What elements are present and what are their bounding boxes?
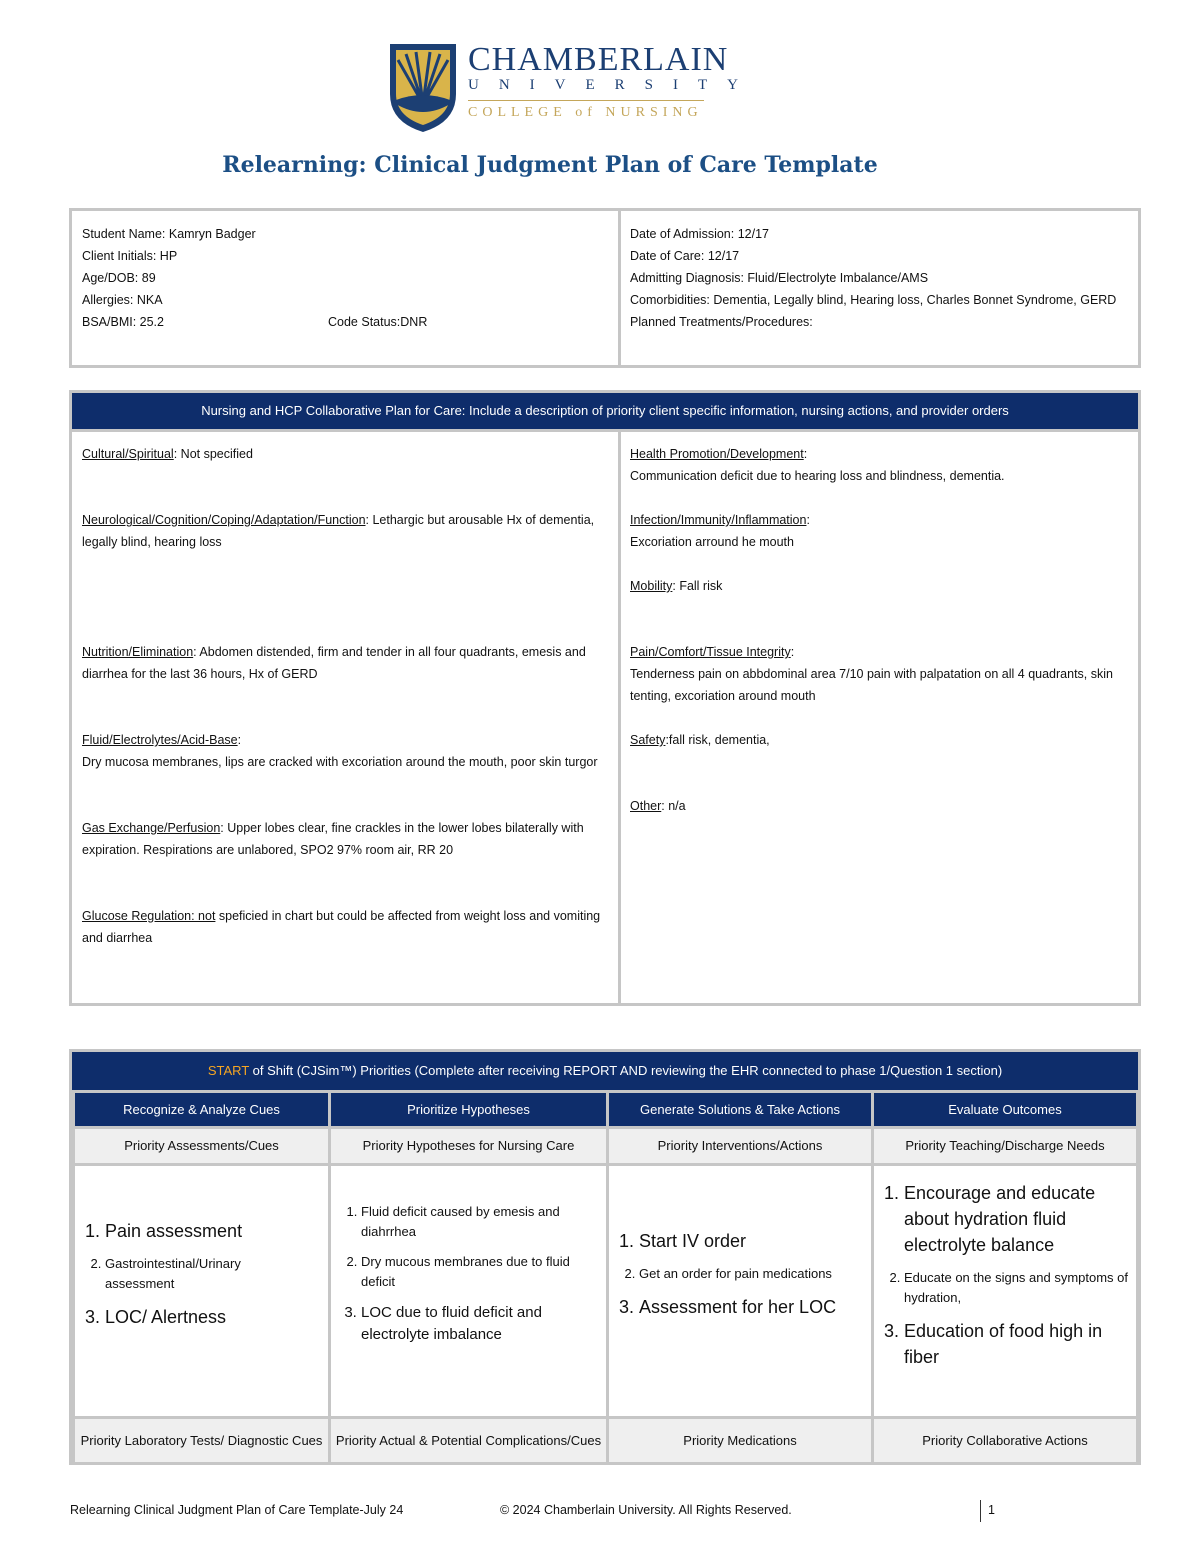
sub-header-teaching: Priority Teaching/Discharge Needs <box>874 1129 1136 1163</box>
mobility-section: Mobility: Fall risk <box>630 579 723 593</box>
bottom-header-medications: Priority Medications <box>609 1419 871 1462</box>
neuro-section: Neurological/Cognition/Coping/Adaptation/Function: Lethargic but arousable Hx of dementia, legally blind, hearing loss <box>82 513 595 549</box>
col-header-recognize: Recognize & Analyze Cues <box>75 1093 328 1126</box>
sub-header-interventions: Priority Interventions/Actions <box>609 1129 871 1163</box>
bottom-header-labs: Priority Laboratory Tests/ Diagnostic Cues <box>75 1419 328 1462</box>
sub-header-hypotheses: Priority Hypotheses for Nursing Care <box>331 1129 606 1163</box>
infection-section: Infection/Immunity/Inflammation: Excoriation arround he mouth <box>630 513 810 549</box>
logo-name: CHAMBERLAIN <box>468 41 729 78</box>
col-header-prioritize: Prioritize Hypotheses <box>331 1093 606 1126</box>
teaching-cell <box>874 1166 1136 1416</box>
hypotheses-cell <box>331 1166 606 1416</box>
date-of-admission: Date of Admission: 12/17 <box>630 227 769 241</box>
footer-copyright: © 2024 Chamberlain University. All Rights Reserved. <box>500 1503 792 1517</box>
other-section: Other: n/a <box>630 799 686 813</box>
admitting-diagnosis: Admitting Diagnosis: Fluid/Electrolyte Imbalance/AMS <box>630 271 929 285</box>
nutrition-section: Nutrition/Elimination: Abdomen distended, firm and tender in all four quadrants, emesis and diarrhea for the last 36 hours, Hx of GERD <box>82 645 586 681</box>
list-item: 1. Pain assessment <box>105 1218 305 1244</box>
bottom-header-collaborative: Priority Collaborative Actions <box>874 1419 1136 1462</box>
list-item: 3. LOC due to fluid deficit and electrolyte imbalance <box>361 1302 589 1346</box>
list-item: 1. Start IV order <box>639 1228 867 1254</box>
list-item: 1. Encourage and educate about hydration fluid electrolyte balance <box>904 1180 1130 1258</box>
logo-university: UNIVERSITY <box>468 77 758 93</box>
list-item: 1. Fluid deficit caused by emesis and diahrrhea <box>361 1202 589 1242</box>
client-initials: Client Initials: HP <box>82 249 178 263</box>
age-dob: Age/DOB: 89 <box>82 271 156 285</box>
list-item: 2. Get an order for pain medications <box>639 1264 867 1284</box>
list-item: 2. Educate on the signs and symptoms of hydration, <box>904 1268 1130 1308</box>
chamberlain-logo <box>388 41 758 134</box>
col-header-generate: Generate Solutions & Take Actions <box>609 1093 871 1126</box>
info-right <box>630 223 1120 333</box>
code-status: Code Status:DNR <box>328 315 428 329</box>
start-header: START of Shift (CJSim™) Priorities (Complete after receiving REPORT AND reviewing the EHR connected to phase 1/Question 1 section) <box>72 1052 1138 1090</box>
glucose-section: Glucose Regulation: not speficied in chart but could be affected from weight loss and vomiting and diarrhea <box>82 909 601 945</box>
gas-exchange-section: Gas Exchange/Perfusion: Upper lobes clear, fine crackles in the lower lobes bilaterally with expiration. Respirations are unlabored, SPO2 97% room air, RR 20 <box>82 821 584 857</box>
health-promotion-section: Health Promotion/Development: Communication deficit due to hearing loss and blindness, dementia. <box>630 447 1005 483</box>
list-item: 3. LOC/ Alertness <box>105 1304 305 1330</box>
bottom-header-complications: Priority Actual & Potential Complications/Cues <box>331 1419 606 1462</box>
info-left <box>82 223 602 333</box>
comorbidities: Comorbidities: Dementia, Legally blind, Hearing loss, Charles Bonnet Syndrome, GERD <box>630 293 1117 307</box>
cultural-section: Cultural/Spiritual: Not specified <box>82 447 253 461</box>
pain-section: Pain/Comfort/Tissue Integrity: Tenderness pain on abbdominal area 7/10 pain with palpatation on all 4 quadrants, skin tenting, excoriation around mouth <box>630 645 1113 703</box>
page-number: 1 <box>988 1503 995 1517</box>
planned-treatments: Planned Treatments/Procedures: <box>630 315 813 329</box>
assessments-cell <box>75 1166 328 1416</box>
start-of-shift-table <box>69 1049 1141 1465</box>
interventions-cell <box>609 1166 871 1416</box>
list-item: 3. Education of food high in fiber <box>904 1318 1130 1370</box>
bsa-bmi: BSA/BMI: 25.2 <box>82 315 164 329</box>
col-header-evaluate: Evaluate Outcomes <box>874 1093 1136 1126</box>
fluid-section: Fluid/Electrolytes/Acid-Base: Dry mucosa membranes, lips are cracked with excoriation around the mouth, poor skin turgor <box>82 733 598 769</box>
list-item: 2. Dry mucous membranes due to fluid deficit <box>361 1252 589 1292</box>
collab-header: Nursing and HCP Collaborative Plan for Care: Include a description of priority client specific information, nursing actions, and provider orders <box>72 393 1138 429</box>
date-of-care: Date of Care: 12/17 <box>630 249 740 263</box>
sub-header-assessments: Priority Assessments/Cues <box>75 1129 328 1163</box>
collaborative-plan-table <box>69 390 1141 1006</box>
logo-college: COLLEGE of NURSING <box>468 105 703 120</box>
list-item: 3. Assessment for her LOC <box>639 1294 867 1320</box>
footer-left: Relearning Clinical Judgment Plan of Care Template-July 24 <box>70 1503 404 1517</box>
list-item: 2. Gastrointestinal/Urinary assessment <box>105 1254 305 1294</box>
page-title: Relearning: Clinical Judgment Plan of Care Template <box>222 152 878 178</box>
student-info-table <box>69 208 1141 368</box>
svg-text:1889: 1889 <box>415 113 431 122</box>
safety-section: Safety:fall risk, dementia, <box>630 733 770 747</box>
allergies: Allergies: NKA <box>82 293 163 307</box>
shield-logo-icon <box>388 42 458 134</box>
student-name: Student Name: Kamryn Badger <box>82 227 256 241</box>
